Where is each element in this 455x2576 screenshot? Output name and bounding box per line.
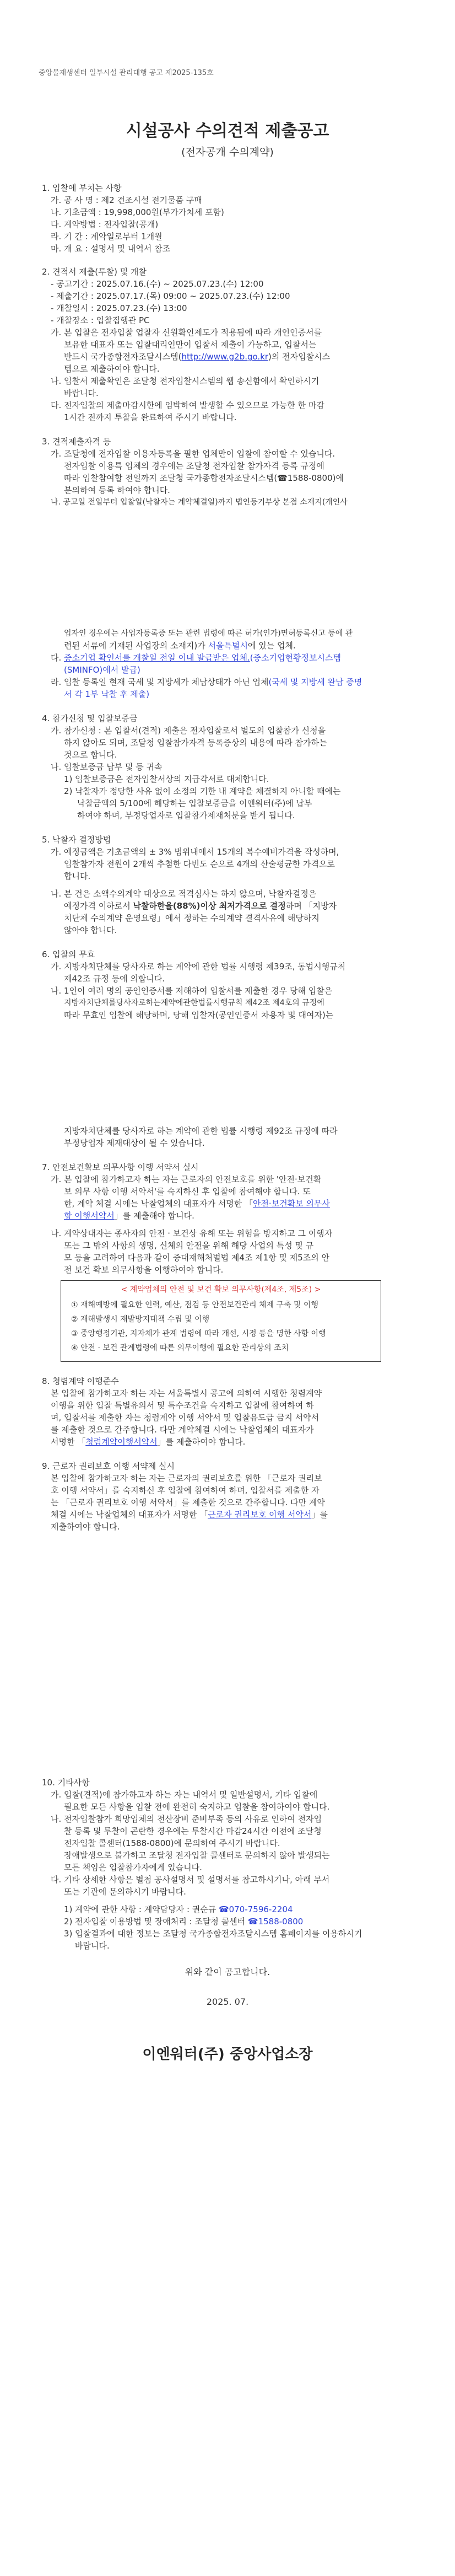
s5-line: 치단체 수의계약 운영요령」에서 정하는 수의계약 결격사유에 해당하지 [64, 913, 319, 923]
s4-line: 하여야 하며, 부정당업자로 입찰참가제재처분을 받게 됩니다. [77, 811, 295, 820]
s7-line: 모 등을 고려하여 다음과 같이 중대재해처벌법 제4조 제1항 및 제5조의 안 [64, 1253, 330, 1263]
issuer-signature: 이엔워터(주) 중앙사업소장 [142, 2046, 313, 2063]
s6-line: 지방자치단체를당사자로하는계약에관한법률시행규칙 제42조 제4호의 규정에 [64, 999, 324, 1007]
page-title: 시설공사 수의견적 제출공고 [126, 121, 329, 141]
s2-line: 다. 전자입찰의 제출마감시한에 임박하여 발생할 수 있으므로 가능한 한 마감 [51, 400, 324, 410]
s5-line: 합니다. [64, 871, 91, 881]
s8-line: 서명한 「청렴계약이행서약서」를 제출하여야 합니다. [51, 1437, 246, 1447]
phone-contract: ☎070-7596-2204 [219, 1904, 293, 1914]
notice-number: 중앙물재생센터 일부시설 관리대행 공고 제2025-135호 [39, 69, 214, 77]
section-6-heading: 6. 입찰의 무효 [42, 949, 95, 959]
s7-line: 항 이행서약서」를 제출해야 합니다. [64, 1211, 194, 1221]
s8-line: 본 입찰에 참가하고자 하는 자는 서울특별시 공고에 의하여 시행한 청렴계약 [51, 1388, 322, 1398]
s3-line: 나. 공고일 전일부터 입찰일(낙찰자는 계약체결일)까지 법인등기부상 본점 소재지(개인사 [51, 498, 348, 507]
s10-line: 모든 책임은 입찰참가자에게 있습니다. [64, 1863, 202, 1872]
contact-line: 2) 전자입찰 이용방법 및 장애처리 : 조달청 콜센터 ☎1588-0800 [64, 1917, 304, 1926]
s10-line: 나. 전자입찰참가 희망업체의 전산장비 준비부족 등의 사유로 인하여 전자입 [51, 1814, 322, 1824]
s3-line: 다. 중소기업 확인서를 개찰일 전일 이내 발급받은 업체.(중소기업현황정보시스템 [51, 653, 341, 663]
s9-line: 제출하여야 합니다. [51, 1522, 120, 1532]
section-2-heading: 2. 견적서 제출(투찰) 및 개찰 [42, 267, 147, 277]
s3-line: (SMINFO)에서 발급) [64, 665, 140, 675]
contact-line: 3) 입찰결과에 대한 정보는 조달청 국가종합전자조달시스템 홈페이지를 이용하시기 [64, 1929, 362, 1939]
section-4-heading: 4. 참가신청 및 입찰보증금 [42, 713, 138, 723]
s10-line: 장애발생으로 불가하고 조달청 전자입찰 콜센터로 문의하지 않아 발생되는 [64, 1850, 330, 1860]
s8-line: 를 제출한 것으로 간주합니다. 다만 계약체결 시에는 낙찰업체의 대표자가 [51, 1425, 314, 1435]
s2-line: - 공고기간 : 2025.07.16.(수) ~ 2025.07.23.(수) 12:00 [51, 279, 264, 289]
page-subtitle: (전자공개 수의계약) [181, 146, 274, 158]
s8-line: 이행을 위한 입찰 특별유의서 및 특수조건을 숙지하고 입찰에 참여하여 하 [51, 1400, 314, 1410]
closing-statement: 위와 같이 공고합니다. [185, 1967, 270, 1977]
s4-line: 나. 입찰보증금 납부 및 등 귀속 [51, 762, 162, 772]
s2-line: 템으로 제출하여야 합니다. [64, 364, 160, 374]
notice-date: 2025. 07. [206, 1997, 249, 2007]
s4-line: 하지 않아도 되며, 조달청 입찰참가자격 등록증상의 내용에 따라 참가하는 [64, 738, 327, 748]
g2b-link[interactable]: http://www.g2b.go.kr [181, 352, 269, 362]
s1-line: 가. 공 사 명 : 제2 건조시설 전기물품 구매 [51, 195, 202, 205]
s2-line: 반드시 국가종합전자조달시스템(http://www.g2b.go.kr)의 전자입찰시스 [64, 352, 331, 362]
section-1-heading: 1. 입찰에 부치는 사항 [42, 183, 122, 193]
safety-item: ② 재해발생시 재발방지대책 수립 및 이행 [71, 1315, 210, 1324]
s2-line: - 개찰장소 : 입찰집행관 PC [51, 315, 150, 325]
s1-line: 라. 기 간 : 계약일로부터 1개월 [51, 232, 162, 242]
s7-line: 전 보건 확보 의무사항을 이행하여야 합니다. [64, 1265, 224, 1275]
section-7-heading: 7. 안전보건확보 의무사항 이행 서약서 실시 [42, 1162, 199, 1172]
s4-line: 것으로 합니다. [64, 750, 117, 760]
s10-line: 필요한 모든 사항을 입찰 전에 완전히 숙지하고 입찰을 참여하여야 합니다. [64, 1802, 330, 1812]
s4-line: 낙찰금액의 5/100에 해당하는 입찰보증금을 이엔워터(주)에 납부 [77, 798, 312, 808]
s3-line: 업자인 경우에는 사업자등록증 또는 관련 법령에 따른 허가(인가)면허등록신고 등에 관 [64, 629, 353, 638]
s2-line: 나. 입찰서 제출확인은 조달청 전자입찰시스템의 웹 송신함에서 확인하시기 [51, 376, 319, 386]
s2-line: 바랍니다. [64, 388, 99, 398]
section-9-heading: 9. 근로자 권리보호 이행 서약제 실시 [42, 1461, 175, 1471]
s10-line: 찰 등록 및 투찰이 곤란한 경우에는 투찰시간 마감24시간 이전에 조달청 [64, 1826, 322, 1836]
s2-line: 1시간 전까지 투찰을 완료하여 주시기 바랍니다. [64, 412, 237, 422]
s4-line: 가. 참가신청 : 본 입찰서(견적) 제출은 전자입찰로서 별도의 입찰참가 신청을 [51, 726, 326, 736]
s2-line: - 제출기간 : 2025.07.17.(목) 09:00 ~ 2025.07.23.(수) 12:00 [51, 291, 290, 301]
s1-line: 마. 개 요 : 설명서 및 내역서 참조 [51, 244, 171, 254]
s2-line: 보유한 대표자 또는 입찰대리인만이 입찰서 제출이 가능하고, 입찰서는 [64, 340, 317, 350]
s6-line: 따라 무효인 입찰에 해당하며, 당해 입찰자(공인인증서 차용자 및 대여자)는 [64, 1010, 334, 1020]
s5-line: 입찰참가자 전원이 2개씩 추첨한 다빈도 순으로 4개의 산술평균한 가격으로 [64, 859, 335, 869]
s6-line: 제42조 규정 등에 의합니다. [64, 974, 165, 984]
contact-line: 1) 계약에 관한 사항 : 계약담당자 : 권순규 ☎070-7596-2204 [64, 1904, 293, 1914]
s10-line: 가. 입찰(견적)에 참가하고자 하는 자는 내역서 및 일반설명서, 기타 입찰에 [51, 1790, 318, 1800]
s9-line: 는 「근로자 권리보호 이행 서약서」를 제출한 것으로 간주합니다. 다만 계약 [51, 1498, 325, 1507]
s9-line: 본 입찰에 참가하고자 하는 자는 근로자의 권리보호를 위한 「근로자 권리보 [51, 1473, 322, 1483]
s5-line: 예정가격 이하로서 낙찰하한율(88%)이상 최저가격으로 결정하며 「지방자 [64, 901, 337, 911]
s3-line: 전자입찰 이용특 업체의 경우에는 조달청 전자입찰 참가자격 등록 규정에 [64, 461, 324, 471]
s3-line: 가. 조달청에 전자입찰 이용자등록을 필한 업체만이 입찰에 참여할 수 있습니다. [51, 449, 335, 459]
s3-line: 라. 입찰 등록일 현재 국세 및 지방세가 체납상태가 아닌 업체(국세 및 지방세 완납 증명 [51, 677, 362, 687]
s6-line: 가. 지방자치단체를 당사자로 하는 계약에 관한 법률 시행령 제39조, 동법시행규칙 [51, 962, 346, 972]
s4-line: 1) 입찰보증금은 전자입찰서상의 지급각서로 대체합니다. [64, 774, 269, 784]
safety-box-title: < 계약업체의 안전 및 보건 확보 의무사항(제4조, 제5조) > [121, 1285, 321, 1294]
s10-line: 전자입찰 콜센터(1588-0800)에 문의하여 주시기 바랍니다. [64, 1838, 280, 1848]
s6-line: 부정당업자 제재대상이 될 수 있습니다. [64, 1138, 205, 1148]
s5-line: 나. 본 건은 소액수의계약 대상으로 적격심사는 하지 않으며, 낙찰자결정은 [51, 889, 317, 899]
s3-line: 분의하여 등록 하여야 합니다. [64, 485, 170, 495]
s7-line: 가. 본 입찰에 참가하고자 하는 자는 근로자의 안전보호를 위한 '안전·보건확 [51, 1174, 322, 1184]
s6-line: 지방자치단체를 당사자로 하는 계약에 관한 법률 시행령 제92조 규정에 따라 [64, 1126, 338, 1136]
safety-item: ① 재해예방에 필요한 인력, 예산, 점검 등 안전보건관리 체제 구축 및 이행 [71, 1301, 319, 1310]
contact-line: 바랍니다. [75, 1941, 110, 1951]
s9-line: 체결 시에는 낙찰업체의 대표자가 서명한 「근로자 권리보호 이행 서약서」를 [51, 1510, 328, 1520]
s3-line: 련된 서류에 기재된 사업장의 소재지)가 서울특별시에 있는 업체. [64, 641, 296, 651]
s7-line: 한, 계약 체결 시에는 낙찰업체의 대표자가 서명한 「안전·보건확보 의무사 [64, 1199, 330, 1209]
s10-line: 또는 기관에 문의하시기 바랍니다. [64, 1887, 186, 1897]
section-3-heading: 3. 견적제출자격 등 [42, 437, 111, 447]
s7-line: 보 의무 사항 이행 서약서'를 숙지하신 후 입찰에 참여해야 합니다. 또 [64, 1187, 311, 1196]
section-5-heading: 5. 낙찰자 결정방법 [42, 835, 111, 845]
safety-item: ③ 중앙행정기관, 지자체가 관계 법령에 따라 개선, 시정 등을 명한 사항 이행 [71, 1329, 326, 1338]
phone-callcenter: ☎1588-0800 [247, 1917, 304, 1926]
s1-line: 나. 기초금액 : 19,998,000원(부가가치세 포함) [51, 207, 224, 217]
s5-line: 않아야 합니다. [64, 925, 117, 935]
s7-line: 또는 그 밖의 사항의 생명, 신체의 안전을 위해 해당 사업의 특성 및 규 [64, 1241, 314, 1251]
safety-item: ④ 안전 · 보건 관계법령에 따른 의무이행에 필요한 관리상의 조치 [71, 1344, 289, 1353]
s3-line: 따라 입찰참여할 전일까지 조달청 국가종합전자조달시스템(☎1588-0800)에 [64, 473, 344, 483]
s2-line: 가. 본 입찰은 전자입찰 업찰자 신원확인제도가 적용됨에 따라 개인인증서를 [51, 328, 322, 337]
section-10-heading: 10. 기타사항 [42, 1778, 90, 1788]
section-8-heading: 8. 청렴계약 이행준수 [42, 1376, 119, 1386]
s6-line: 나. 1인이 여러 명의 공인인증서를 저해하여 입찰서를 제출한 경우 당해 입찰은 [51, 986, 333, 996]
s2-line: - 개찰일시 : 2025.07.23.(수) 13:00 [51, 303, 187, 313]
s1-line: 다. 계약방법 : 전자입찰(공개) [51, 219, 159, 229]
safety-obligations-box [61, 1280, 381, 1362]
s4-line: 2) 낙찰자가 정당한 사유 없이 소정의 기한 내 계약을 체결하지 아니할 때에는 [64, 786, 341, 796]
s3-line: 서 각 1부 낙찰 후 제출) [64, 689, 150, 699]
s5-line: 가. 예정금액은 기초금액의 ± 3% 범위내에서 15개의 복수예비가격을 작성하며, [51, 847, 339, 857]
s7-line: 나. 계약상대자는 종사자의 안전 · 보건상 유해 또는 위험을 방지하고 그 이행자 [51, 1228, 333, 1238]
s10-line: 다. 기타 상세한 사항은 별첨 공사설명서 및 설명서를 참고하시기나, 아래 부서 [51, 1875, 330, 1885]
s9-line: 호 이행 서약서」를 숙지하신 후 입찰에 참여하여 하며, 입찰서를 제출한 자 [51, 1485, 319, 1495]
s8-line: 며, 입찰서를 제출한 자는 청렴계약 이행 서약서 및 입찰유도급 금지 서약서 [51, 1413, 319, 1423]
